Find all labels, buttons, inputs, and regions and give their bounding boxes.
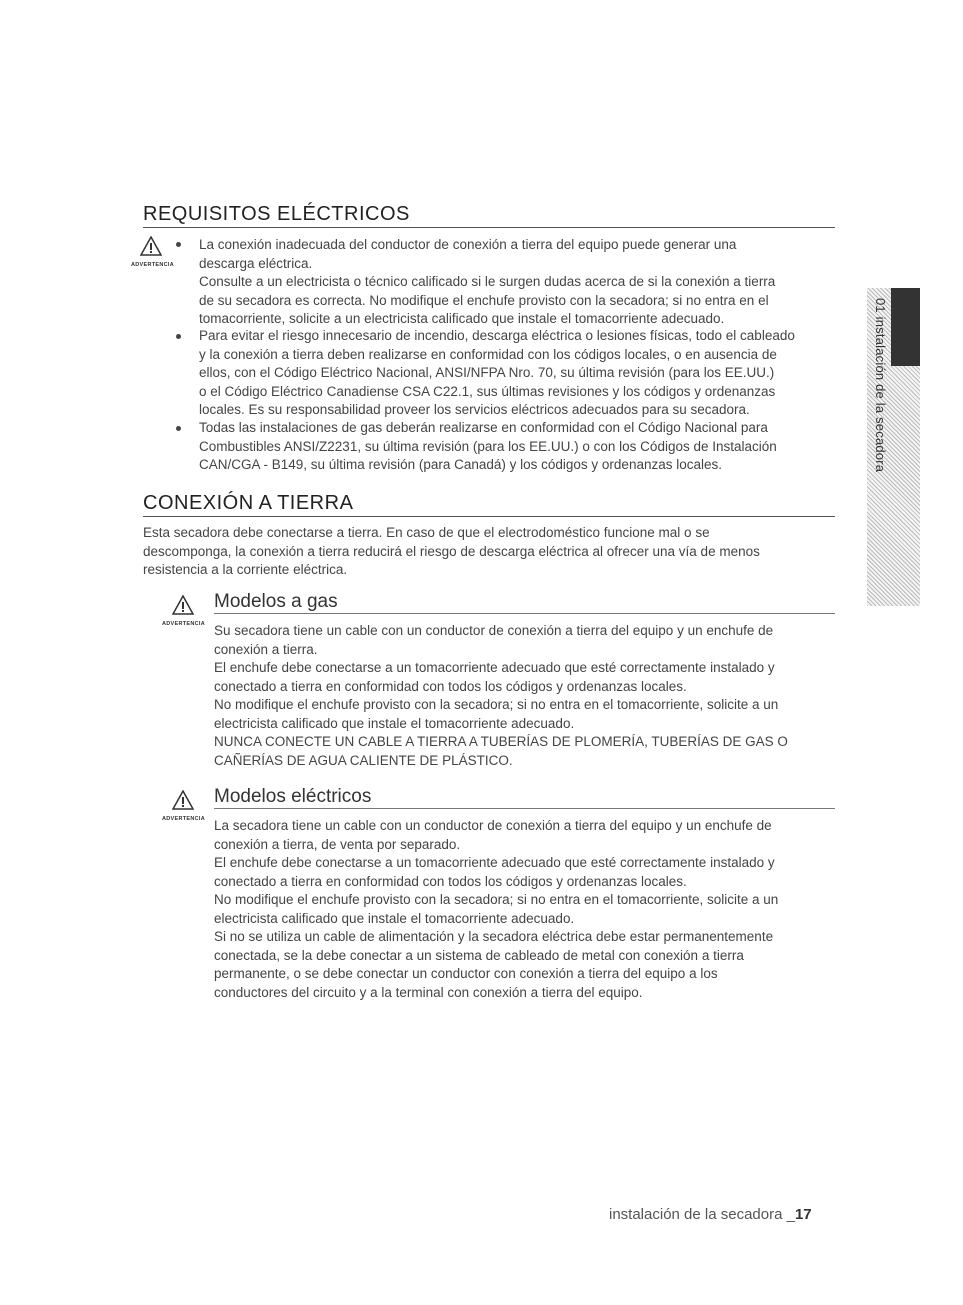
grounding-intro: [143, 524, 760, 580]
subsection-rule-gas: [214, 613, 835, 614]
text-line: electricista calificado que instale el tomacorriente adecuado.: [214, 715, 575, 731]
text-line: CAÑERÍAS DE AGUA CALIENTE DE PLÁSTICO.: [214, 752, 513, 768]
text-line: La conexión inadecuada del conductor de conexión a tierra del equipo puede generar una: [199, 237, 737, 252]
text-line: electricista calificado que instale el tomacorriente adecuado.: [214, 910, 575, 926]
text-line: conectado a tierra en conformidad con todos los códigos y ordenanzas locales.: [214, 678, 687, 694]
bullet-dot: [176, 242, 181, 247]
text-line: descarga eléctrica.: [199, 255, 313, 271]
bullet-text-2: [199, 327, 795, 420]
section-title-grounding: CONEXIÓN A TIERRA: [143, 492, 354, 514]
text-line: conexión a tierra, de venta por separado.: [214, 836, 461, 852]
section-rule-electrical: [143, 227, 835, 228]
footer-text: instalación de la secadora _: [609, 1206, 795, 1223]
subsection-title-gas: Modelos a gas: [214, 591, 338, 612]
text-line: locales. Es su responsabilidad proveer los servicios eléctricos adecuados para su secadora.: [199, 402, 750, 417]
text-line: CAN/CGA - B149, su última revisión (para Canadá) y los códigos y ordenanzas locales.: [199, 457, 722, 472]
text-line: conectada, se la debe conectar a un sistema de cableado de metal con conexión a tierra: [214, 947, 744, 963]
text-line: No modifique el enchufe provisto con la secadora; si no entra en el tomacorriente, solicite a un: [214, 697, 779, 712]
bullet-text-3: [199, 419, 777, 475]
warning-triangle-icon: [172, 790, 194, 810]
warning-triangle-icon: [172, 595, 194, 615]
electric-models-text: [214, 817, 778, 1002]
text-line: No modifique el enchufe provisto con la secadora; si no entra en el tomacorriente, solicite a un: [214, 892, 779, 907]
text-line: tomacorriente, solicite a un electricista calificado que instale el tomacorriente adecuado.: [199, 311, 725, 326]
warning-label: ADVERTENCIA: [131, 262, 175, 268]
text-line: El enchufe debe conectarse a un tomacorriente adecuado que esté correctamente instalado y: [214, 855, 775, 870]
text-line: Combustibles ANSI/Z2231, su última revisión (para los EE.UU.) o con los Códigos de Instalación: [199, 438, 777, 454]
subsection-rule-electric: [214, 808, 835, 809]
page-footer: [609, 1206, 812, 1223]
text-line: conductores del circuito y a la terminal con conexión a tierra del equipo.: [214, 984, 643, 1000]
text-line: permanente, o se debe conectar un conductor con conexión a tierra del equipo a los: [214, 966, 718, 981]
section-rule-grounding: [143, 516, 835, 517]
text-line: o el Código Eléctrico Canadiense CSA C22.1, sus últimas revisiones y los códigos y ordenanzas: [199, 383, 776, 399]
gas-models-text: [214, 622, 788, 770]
bullet-text-1: [199, 236, 775, 329]
bullet-dot: [176, 334, 181, 339]
warning-label: ADVERTENCIA: [162, 621, 206, 627]
text-line: NUNCA CONECTE UN CABLE A TIERRA A TUBERÍAS DE PLOMERÍA, TUBERÍAS DE GAS O: [214, 734, 788, 749]
section-title-electrical: REQUISITOS ELÉCTRICOS: [143, 203, 410, 225]
text-line: El enchufe debe conectarse a un tomacorriente adecuado que esté correctamente instalado y: [214, 660, 775, 675]
subsection-title-electric: Modelos eléctricos: [214, 786, 372, 807]
text-line: y la conexión a tierra deben realizarse en conformidad con los códigos locales, o en ausencia de: [199, 346, 777, 362]
text-line: ellos, con el Código Eléctrico Nacional, ANSI/NFPA Nro. 70, su última revisión (para los EE.UU.): [199, 365, 775, 380]
text-line: La secadora tiene un cable con un conductor de conexión a tierra del equipo y un enchufe de: [214, 818, 772, 833]
text-line: conexión a tierra.: [214, 641, 318, 657]
side-chapter-label: 01 instalación de la secadora: [873, 298, 888, 473]
text-line: Todas las instalaciones de gas deberán realizarse en conformidad con el Código Nacional para: [199, 420, 768, 435]
text-line: de su secadora es correcta. No modifique el enchufe provisto con la secadora; si no entra en el: [199, 292, 769, 308]
text-line: Si no se utiliza un cable de alimentación y la secadora eléctrica debe estar permanentemente: [214, 929, 774, 944]
page-number: 17: [794, 1206, 812, 1223]
text-line: Su secadora tiene un cable con un conductor de conexión a tierra del equipo y un enchufe de: [214, 623, 774, 638]
side-chapter-marker: [891, 288, 920, 366]
text-line: resistencia a la corriente eléctrica.: [143, 562, 348, 577]
text-line: Esta secadora debe conectarse a tierra. En caso de que el electrodoméstico funcione mal o se: [143, 525, 710, 540]
text-line: Para evitar el riesgo innecesario de incendio, descarga eléctrica o lesiones físicas, todo el cableado: [199, 328, 795, 343]
warning-triangle-icon: [140, 236, 162, 256]
text-line: descomponga, la conexión a tierra reducirá el riesgo de descarga eléctrica al ofrecer una vía de menos: [143, 543, 760, 559]
warning-label: ADVERTENCIA: [162, 816, 206, 822]
text-line: conectado a tierra en conformidad con todos los códigos y ordenanzas locales.: [214, 873, 687, 889]
text-line: Consulte a un electricista o técnico calificado si le surgen dudas acerca de si la conexión a tierra: [199, 274, 776, 289]
bullet-dot: [176, 426, 181, 431]
